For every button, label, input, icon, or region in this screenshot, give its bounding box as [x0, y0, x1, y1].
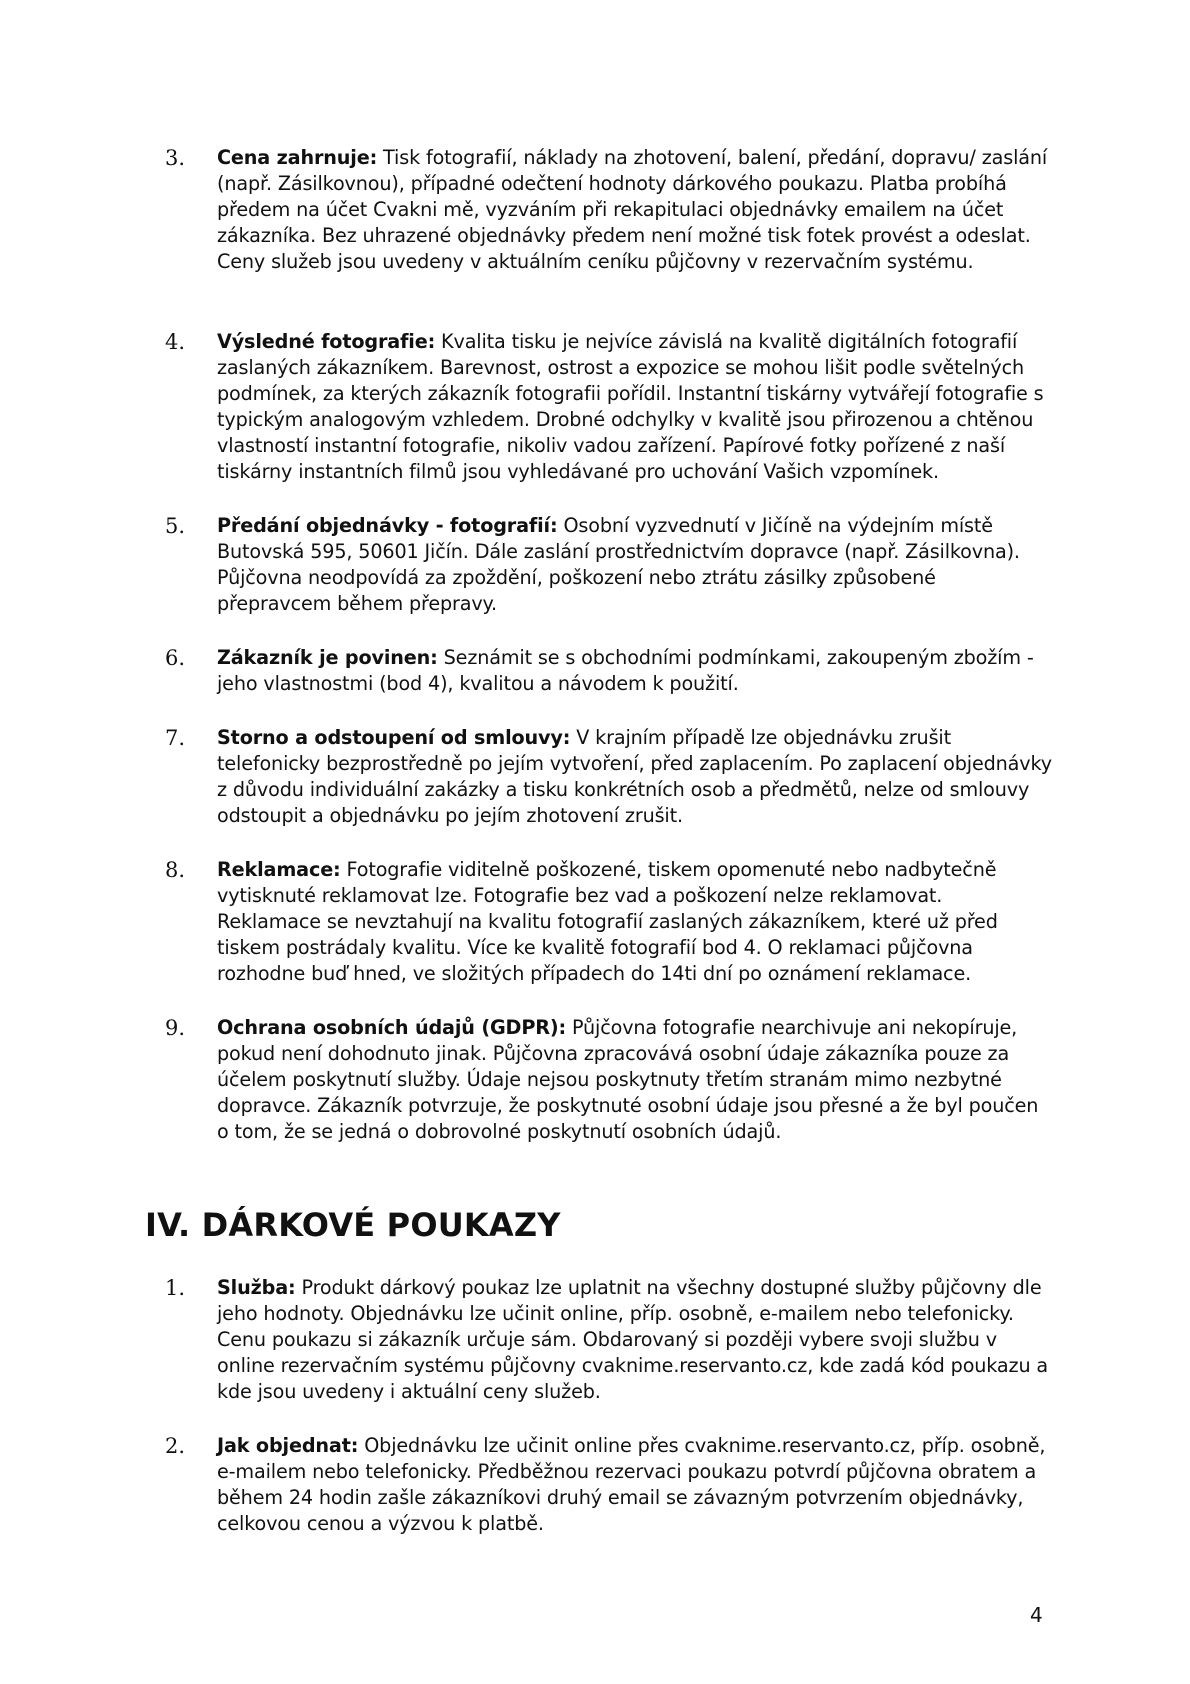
item-term: Ochrana osobních údajů (GDPR):: [217, 1016, 566, 1039]
item-term: Jak objednat:: [217, 1434, 359, 1457]
item-number: 9.: [165, 1016, 186, 1040]
item-number: 5.: [165, 514, 186, 538]
item-description: Seznámit se s obchodními podmínkami, zakoupeným zbožím - jeho vlastnostmi (bod 4), kvalitou a návodem k použití.: [217, 646, 1034, 695]
item-description: Půjčovna fotografie nearchivuje ani nekopíruje, pokud není dohodnuto jinak. Půjčovna zpracovává osobní údaje zákazníka pouze za účelem poskytnutí služby. Údaje nejsou poskytnuty třetím stranám mimo nezbytné dopravce. Zákazník potvrzuje, že poskytnuté osobní údaje jsou přesné a že byl poučen o tom, že se jedná o dobrovolné poskytnutí osobních údajů.: [217, 1016, 1039, 1143]
item-description: Fotografie viditelně poškozené, tiskem opomenuté nebo nadbytečně vytisknuté reklamovat lze. Fotografie bez vad a poškození nelze reklamovat. Reklamace se nevztahují na kvalitu fotografií zaslaných zákazníkem, které už před tiskem postrádaly kvalitu. Více ke kvalitě fotografií bod 4. O reklamaci půjčovna rozhodne buď hned, ve složitých případech do 14ti dní po oznámení reklamace.: [217, 858, 998, 985]
item-text: [217, 1015, 1052, 1145]
item-text: [217, 145, 1052, 275]
item-term: Předání objednávky - fotografií:: [217, 514, 558, 537]
item-number: 6.: [165, 646, 186, 670]
item-term: Reklamace:: [217, 858, 341, 881]
page-number: 4: [1030, 1603, 1043, 1627]
section-heading: IV. DÁRKOVÉ POUKAZY: [145, 1206, 561, 1244]
item-text: [217, 1433, 1052, 1537]
item-term: Služba:: [217, 1276, 296, 1299]
item-text: [217, 1275, 1052, 1405]
item-number: 7.: [165, 726, 186, 750]
item-description: Produkt dárkový poukaz lze uplatnit na všechny dostupné služby půjčovny dle jeho hodnoty. Objednávku lze učinit online, příp. osobně, e-mailem nebo telefonicky. Cenu poukazu si zákazník určuje sám. Obdarovaný si později vybere svoji službu v online rezervačním systému půjčovny cvaknime.reservanto.cz, kde zadá kód poukazu a kde jsou uvedeny i aktuální ceny služeb.: [217, 1276, 1049, 1403]
item-number: 8.: [165, 858, 186, 882]
item-text: [217, 857, 1052, 987]
item-text: [217, 329, 1052, 485]
item-description: V krajním případě lze objednávku zrušit telefonicky bezprostředně po jejím vytvoření, před zaplacením. Po zaplacení objednávky z důvodu individuální zakázky a tisku konkrétních osob a předmětů, nelze od smlouvy odstoupit a objednávku po jejím zhotovení zrušit.: [217, 726, 1052, 827]
item-number: 1.: [165, 1276, 186, 1300]
item-term: Výsledné fotografie:: [217, 330, 436, 353]
item-description: Osobní vyzvednutí v Jičíně na výdejním místě Butovská 595, 50601 Jičín. Dále zaslání prostřednictvím dopravce (např. Zásilkovna). Půjčovna neodpovídá za zpoždění, poškození nebo ztrátu zásilky způsobené přepravcem během přepravy.: [217, 514, 1020, 615]
item-term: Cena zahrnuje:: [217, 146, 378, 169]
item-description: Objednávku lze učinit online přes cvaknime.reservanto.cz, příp. osobně, e-mailem nebo telefonicky. Předběžnou rezervaci poukazu potvrdí půjčovna obratem a během 24 hodin zašle zákazníkovi druhý email se závazným potvrzením objednávky, celkovou cenou a výzvou k platbě.: [217, 1434, 1046, 1535]
item-term: Zákazník je povinen:: [217, 646, 438, 669]
item-number: 4.: [165, 330, 186, 354]
item-description: Kvalita tisku je nejvíce závislá na kvalitě digitálních fotografií zaslaných zákazníkem. Barevnost, ostrost a expozice se mohou lišit podle světelných podmínek, za kterých zákazník fotografii pořídil. Instantní tiskárny vytvářejí fotografie s typickým analogovým vzhledem. Drobné odchylky v kvalitě jsou přirozenou a chtěnou vlastností instantní fotografie, nikoliv vadou zařízení. Papírové fotky pořízené z naší tiskárny instantních filmů jsou vyhledávané pro uchování Vašich vzpomínek.: [217, 330, 1044, 483]
item-text: [217, 725, 1052, 829]
item-number: 3.: [165, 146, 186, 170]
item-description: Tisk fotografií, náklady na zhotovení, balení, předání, dopravu/ zaslání (např. Zásilkovnou), případné odečtení hodnoty dárkového poukazu. Platba probíhá předem na účet Cvakni mě, vyzváním při rekapitulaci objednávky emailem na účet zákazníka. Bez uhrazené objednávky předem není možné tisk fotek provést a odeslat. Ceny služeb jsou uvedeny v aktuálním ceníku půjčovny v rezervačním systému.: [217, 146, 1048, 273]
item-term: Storno a odstoupení od smlouvy:: [217, 726, 571, 749]
item-text: [217, 513, 1052, 617]
item-text: [217, 645, 1052, 697]
item-number: 2.: [165, 1434, 186, 1458]
